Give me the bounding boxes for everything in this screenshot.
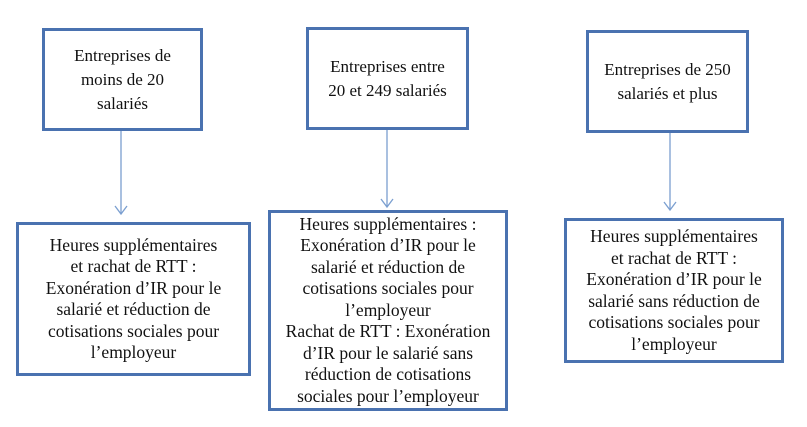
header-small-companies bbox=[42, 28, 203, 131]
header-small-companies-text: Entreprises de moins de 20 salariés bbox=[74, 45, 171, 113]
rule-small-companies-text: Heures supplémentaires et rachat de RTT : Exonération d’IR pour le salarié et réduction de cotisations sociales pour l’employeur bbox=[45, 234, 222, 362]
rule-large-companies bbox=[564, 218, 784, 363]
header-mid-companies bbox=[306, 27, 469, 130]
header-large-companies bbox=[586, 30, 749, 133]
rule-mid-companies-text: Heures supplémentaires : Exonération d’IR pour le salarié et réduction de cotisations sociales pour l’employeur Rachat de RTT : Exonération d’IR pour le salarié sans réduction de cotisations sociales pour l’employeur bbox=[285, 213, 491, 406]
rule-small-companies bbox=[16, 222, 251, 376]
rule-mid-companies bbox=[268, 210, 508, 411]
rule-large-companies-text: Heures supplémentaires et rachat de RTT : Exonération d’IR pour le salarié sans réduction de cotisations sociales pour l’employeur bbox=[586, 226, 762, 354]
header-large-companies-text: Entreprises de 250 salariés et plus bbox=[604, 59, 731, 103]
header-mid-companies-text: Entreprises entre 20 et 249 salariés bbox=[328, 56, 447, 100]
